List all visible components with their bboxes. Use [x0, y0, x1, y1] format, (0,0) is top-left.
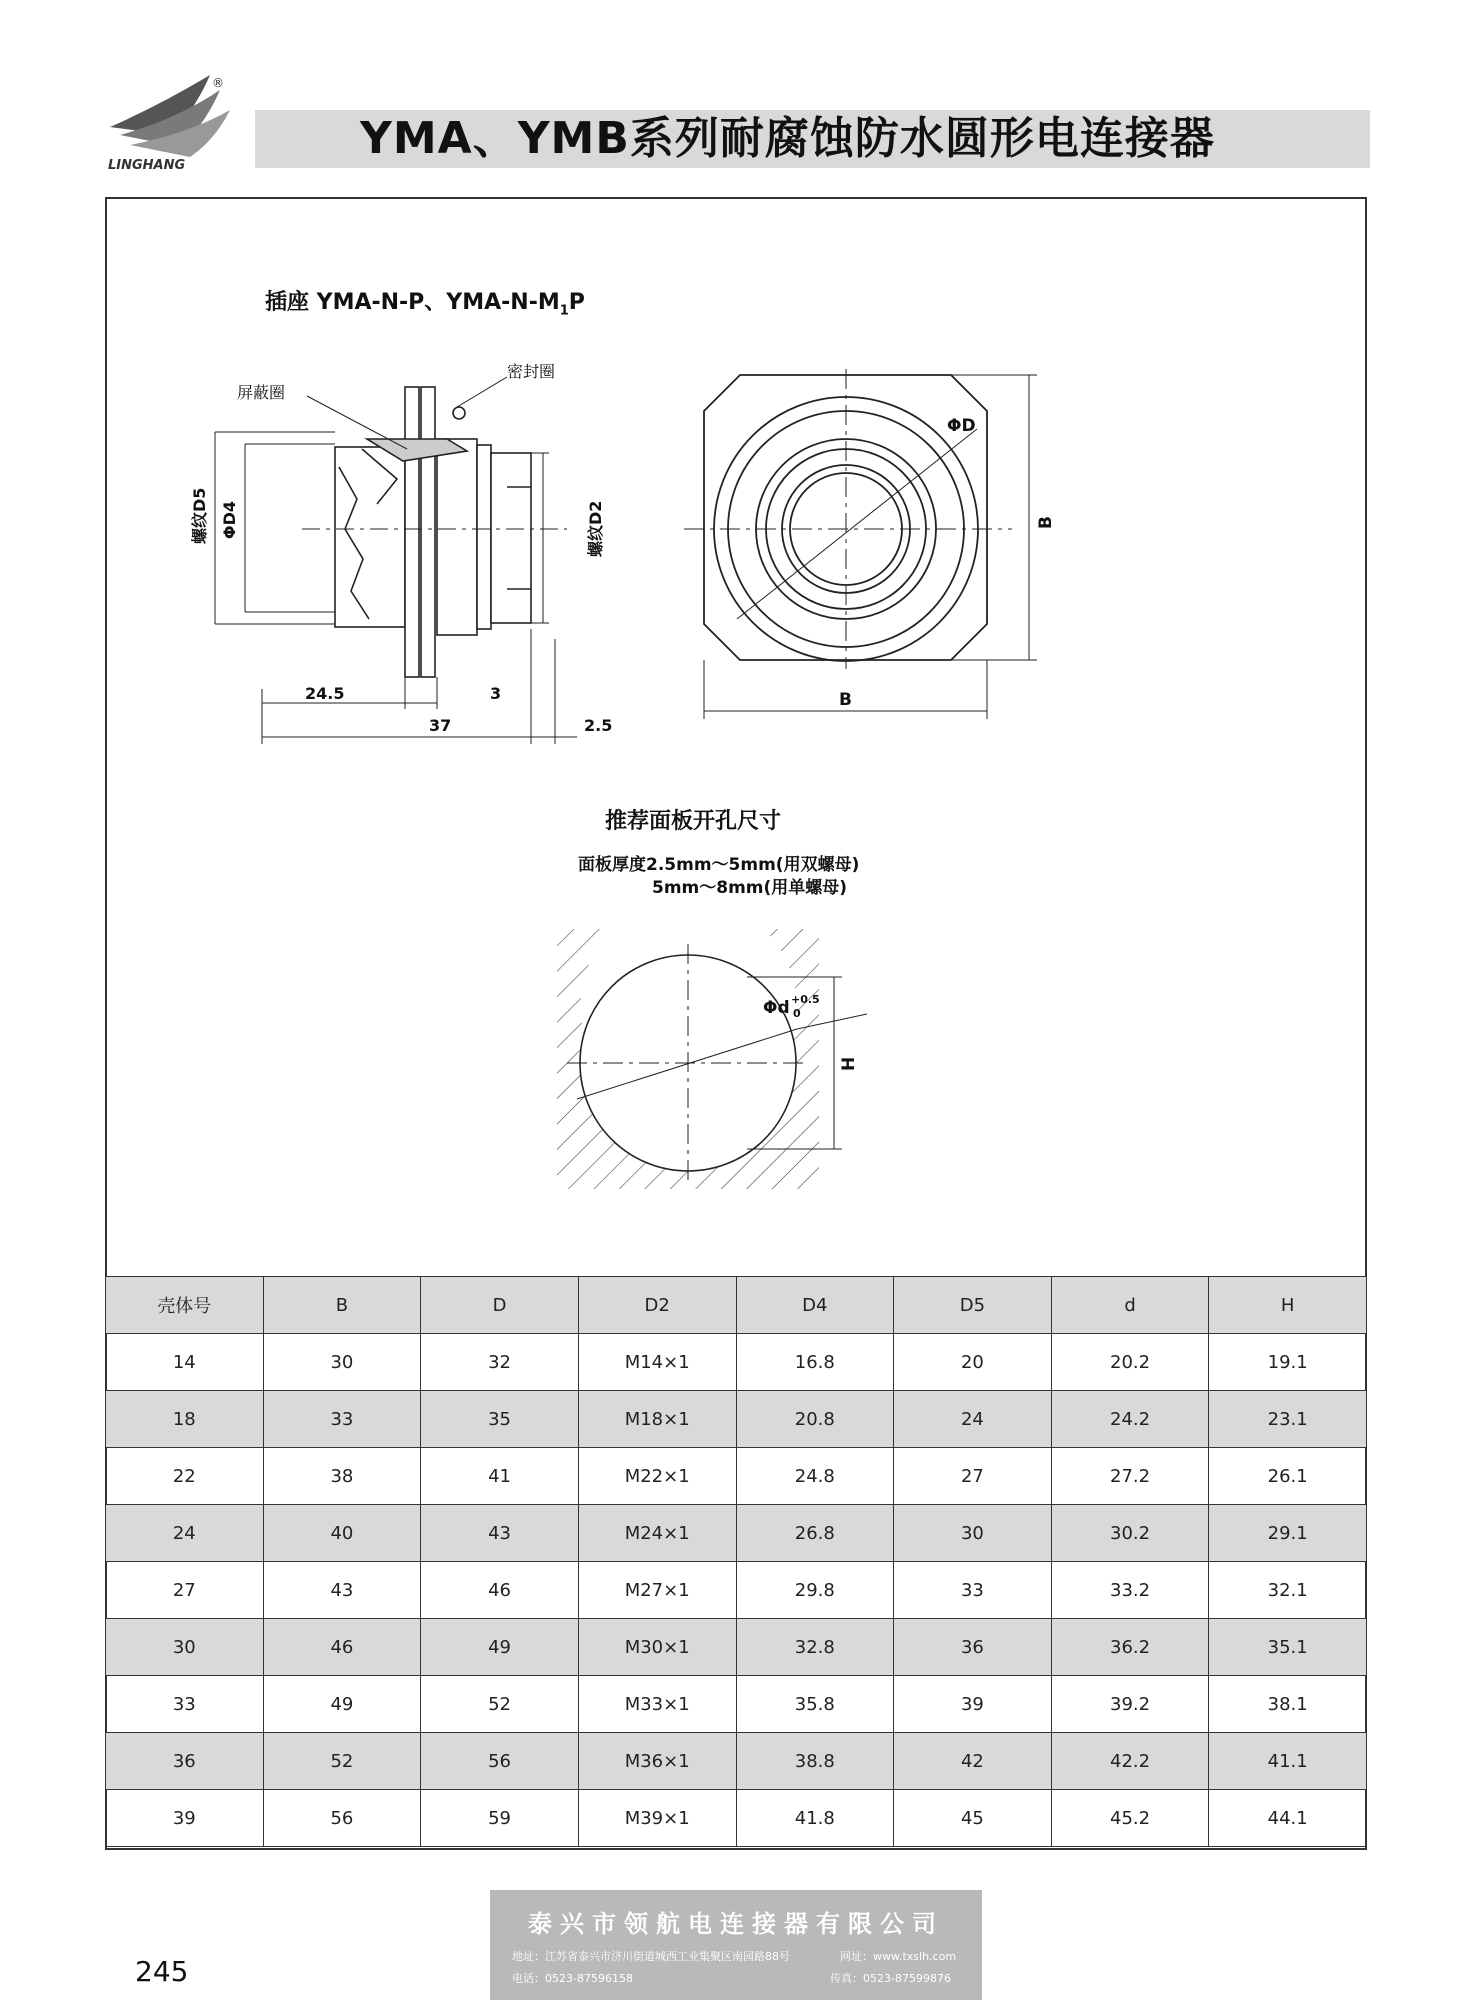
table-cell: 41.8 [736, 1790, 894, 1847]
table-cell: 20.2 [1051, 1334, 1209, 1391]
header-cell: D4 [736, 1277, 894, 1334]
footer-website: 网址：www.txslh.com [840, 1950, 957, 1963]
table-row [106, 1619, 1367, 1676]
table-cell: 44.1 [1209, 1790, 1367, 1847]
table-cell: 35.1 [1209, 1619, 1367, 1676]
table-cell: 42 [894, 1733, 1052, 1790]
table-cell: 49 [263, 1676, 421, 1733]
table-cell: 32.8 [736, 1619, 894, 1676]
table-cell: 41.1 [1209, 1733, 1367, 1790]
page-number: 245 [135, 1955, 189, 1988]
dim-3: 3 [490, 684, 502, 703]
tolerance-lower: 0 [793, 1007, 801, 1020]
cutout-note-single-nut: 5mm～8mm(用单螺母) [652, 878, 848, 898]
table-cell: 59 [421, 1790, 579, 1847]
side-view [215, 377, 577, 744]
table-cell: 35.8 [736, 1676, 894, 1733]
table-cell: 33 [263, 1391, 421, 1448]
table-cell: 16.8 [736, 1334, 894, 1391]
label-seal: 密封圈 [507, 362, 556, 381]
table-row [106, 1334, 1367, 1391]
table-cell: 20.8 [736, 1391, 894, 1448]
table-row [106, 1562, 1367, 1619]
table-cell: 38.8 [736, 1733, 894, 1790]
table-cell: 32.1 [1209, 1562, 1367, 1619]
label-b-right: B [1036, 516, 1056, 529]
table-cell: 24 [894, 1391, 1052, 1448]
table-cell: M33×1 [578, 1676, 736, 1733]
svg-text:®: ® [212, 76, 224, 90]
table-cell: 27.2 [1051, 1448, 1209, 1505]
tolerance-upper: +0.5 [791, 993, 820, 1006]
dim-24-5: 24.5 [305, 684, 345, 703]
table-cell: 39 [894, 1676, 1052, 1733]
table-cell: 30 [263, 1334, 421, 1391]
table-cell: 30 [894, 1505, 1052, 1562]
header-cell: B [263, 1277, 421, 1334]
label-d4: ΦD4 [220, 500, 239, 539]
table-cell: 26.1 [1209, 1448, 1367, 1505]
footer-phone: 电话：0523-87596158 [512, 1972, 633, 1985]
label-d5: 螺纹D5 [190, 487, 209, 544]
table-cell: 52 [263, 1733, 421, 1790]
header-cell: 壳体号 [106, 1277, 264, 1334]
table-cell: 36.2 [1051, 1619, 1209, 1676]
company-logo [100, 65, 260, 175]
table-body [106, 1334, 1367, 1847]
table-cell: 46 [263, 1619, 421, 1676]
table-cell: 33 [106, 1676, 264, 1733]
table-cell: M24×1 [578, 1505, 736, 1562]
label-d2: 螺纹D2 [586, 500, 605, 557]
table-cell: 19.1 [1209, 1334, 1367, 1391]
table-row [106, 1391, 1367, 1448]
table-cell: M14×1 [578, 1334, 736, 1391]
table-cell: 24 [106, 1505, 264, 1562]
table-cell: 41 [421, 1448, 579, 1505]
label-phi-d: ΦD [947, 416, 976, 436]
technical-drawings [107, 199, 1365, 1276]
table-cell: 29.8 [736, 1562, 894, 1619]
table-cell: M22×1 [578, 1448, 736, 1505]
table-cell: 40 [263, 1505, 421, 1562]
table-cell: 56 [421, 1733, 579, 1790]
page-title: YMA、YMB系列耐腐蚀防水圆形电连接器 [360, 113, 1215, 164]
table-cell: 24.8 [736, 1448, 894, 1505]
table-cell: M27×1 [578, 1562, 736, 1619]
table-cell: 43 [421, 1505, 579, 1562]
table-header-row [106, 1277, 1367, 1334]
company-name: 泰兴市领航电连接器有限公司 [528, 1909, 944, 1938]
cutout-title: 推荐面板开孔尺寸 [605, 809, 782, 834]
label-b-bottom: B [839, 690, 852, 710]
table-cell: 52 [421, 1676, 579, 1733]
table-cell: 18 [106, 1391, 264, 1448]
table-cell: 39 [106, 1790, 264, 1847]
table-cell: 45 [894, 1790, 1052, 1847]
table-cell: 39.2 [1051, 1676, 1209, 1733]
header-cell: H [1209, 1277, 1367, 1334]
table-cell: 22 [106, 1448, 264, 1505]
table-cell: 38.1 [1209, 1676, 1367, 1733]
table-row [106, 1505, 1367, 1562]
table-cell: 27 [106, 1562, 264, 1619]
drawing-subtitle: 插座 YMA-N-P、YMA-$N-M_1P$ [265, 290, 585, 319]
dim-37: 37 [429, 716, 452, 735]
table-row [106, 1676, 1367, 1733]
table-cell: 49 [421, 1619, 579, 1676]
panel-cutout [555, 927, 867, 1191]
table-cell: 56 [263, 1790, 421, 1847]
header-cell: d [1051, 1277, 1209, 1334]
table-cell: 23.1 [1209, 1391, 1367, 1448]
table-row [106, 1448, 1367, 1505]
table-cell: M18×1 [578, 1391, 736, 1448]
footer-banner [490, 1890, 982, 2000]
table-cell: 36 [894, 1619, 1052, 1676]
table-cell: 29.1 [1209, 1505, 1367, 1562]
dim-2-5: 2.5 [584, 716, 613, 735]
table-row [106, 1790, 1367, 1847]
table-row [106, 1733, 1367, 1790]
table-cell: 14 [106, 1334, 264, 1391]
table-cell: 43 [263, 1562, 421, 1619]
table-cell: 38 [263, 1448, 421, 1505]
label-shield: 屏蔽圈 [237, 383, 286, 402]
header-cell: D [421, 1277, 579, 1334]
table-cell: 33 [894, 1562, 1052, 1619]
table-cell: 42.2 [1051, 1733, 1209, 1790]
table-cell: 26.8 [736, 1505, 894, 1562]
front-view [684, 369, 1037, 719]
header-cell: D2 [578, 1277, 736, 1334]
footer-fax: 传真：0523-87599876 [830, 1972, 951, 1985]
label-h: H [839, 1056, 859, 1071]
table-cell: 45.2 [1051, 1790, 1209, 1847]
table-cell: M30×1 [578, 1619, 736, 1676]
table-cell: 35 [421, 1391, 579, 1448]
cutout-note-double-nut: 面板厚度2.5mm～5mm(用双螺母) [578, 855, 860, 875]
table-cell: 33.2 [1051, 1562, 1209, 1619]
label-phi-small-d: Φd [763, 998, 790, 1018]
table-cell: M36×1 [578, 1733, 736, 1790]
table-cell: 30 [106, 1619, 264, 1676]
table-cell: M39×1 [578, 1790, 736, 1847]
table-cell: 36 [106, 1733, 264, 1790]
table-cell: 30.2 [1051, 1505, 1209, 1562]
table-cell: 46 [421, 1562, 579, 1619]
table-cell: 27 [894, 1448, 1052, 1505]
table-cell: 20 [894, 1334, 1052, 1391]
table-cell: 24.2 [1051, 1391, 1209, 1448]
header-cell: D5 [894, 1277, 1052, 1334]
footer-address: 地址：江苏省泰兴市济川街道城西工业集聚区南园路88号 [512, 1950, 790, 1963]
spec-table [105, 1276, 1367, 1847]
table-cell: 32 [421, 1334, 579, 1391]
svg-text:LINGHANG: LINGHANG [108, 158, 186, 173]
